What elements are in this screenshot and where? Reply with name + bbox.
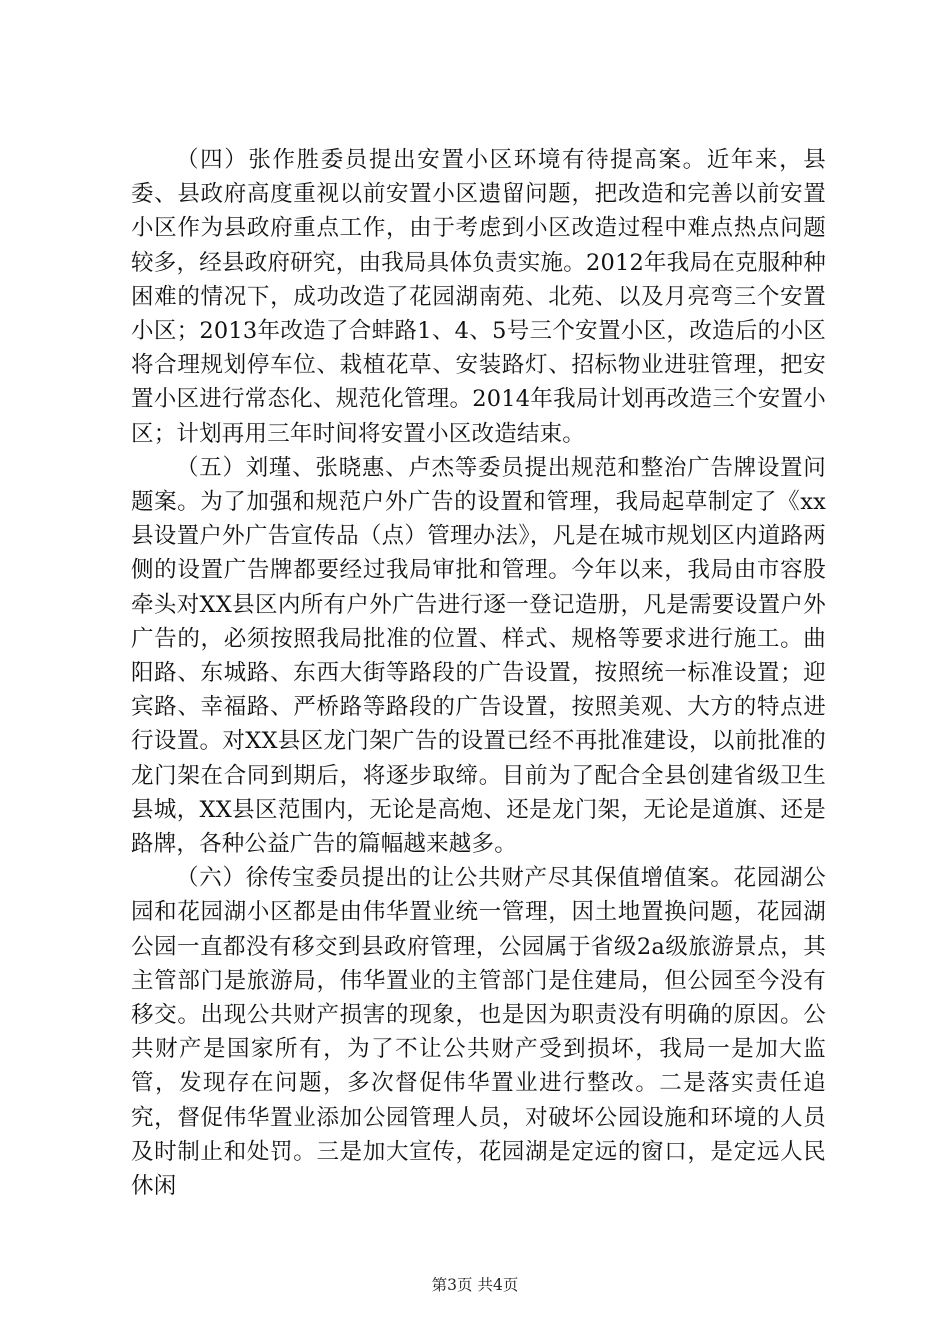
page-number-footer: 第3页 共4页 (431, 1276, 519, 1294)
paragraph-6: （六）徐传宝委员提出的让公共财产尽其保值增值案。花园湖公园和花园湖小区都是由伟华置业统一管理，因土地置换问题，花园湖公园一直都没有移交到县政府管理，公园属于省级2a级旅游景点，其主管部门是旅游局，伟华置业的主管部门是住建局，但公园至今没有移交。出现公共财产损害的现象，也是因为职责没有明确的原因。公共财产是国家所有，为了不让公共财产受到损坏，我局一是加大监管，发现存在问题，多次督促伟华置业进行整改。二是落实责任追究，督促伟华置业添加公园管理人员，对破坏公园设施和环境的人员及时制止和处罚。三是加大宣传，花园湖是定远的窗口，是定远人民休闲 (131, 865, 826, 1200)
document-body (131, 143, 826, 1203)
paragraph-5: （五）刘瑾、张晓惠、卢杰等委员提出规范和整治广告牌设置问题案。为了加强和规范户外广告的设置和管理，我局起草制定了《xx县设置户外广告宣传品（点）管理办法》，凡是在城市规划区内道路两侧的设置广告牌都要经过我局审批和管理。今年以来，我局由市容股牵头对XX县区内所有户外广告进行逐一登记造册，凡是需要设置户外广告的，必须按照我局批准的位置、样式、规格等要求进行施工。曲阳路、东城路、东西大街等路段的广告设置，按照统一标准设置；迎宾路、幸福路、严桥路等路段的广告设置，按照美观、大方的特点进行设置。对XX县区龙门架广告的设置已经不再批准建设，以前批准的龙门架在合同到期后，将逐步取缔。目前为了配合全县创建省级卫生县城，XX县区范围内，无论是高炮、还是龙门架，无论是道旗、还是路牌，各种公益广告的篇幅越来越多。 (131, 454, 826, 858)
paragraph-4: （四）张作胜委员提出安置小区环境有待提高案。近年来，县委、县政府高度重视以前安置小区遗留问题，把改造和完善以前安置小区作为县政府重点工作，由于考虑到小区改造过程中难点热点问题较多，经县政府研究，由我局具体负责实施。2012年我局在克服种种困难的情况下，成功改造了花园湖南苑、北苑、以及月亮弯三个安置小区；2013年改造了合蚌路1、4、5号三个安置小区，改造后的小区将合理规划停车位、栽植花草、安装路灯、招标物业进驻管理，把安置小区进行常态化、规范化管理。2014年我局计划再改造三个安置小区；计划再用三年时间将安置小区改造结束。 (131, 147, 826, 447)
